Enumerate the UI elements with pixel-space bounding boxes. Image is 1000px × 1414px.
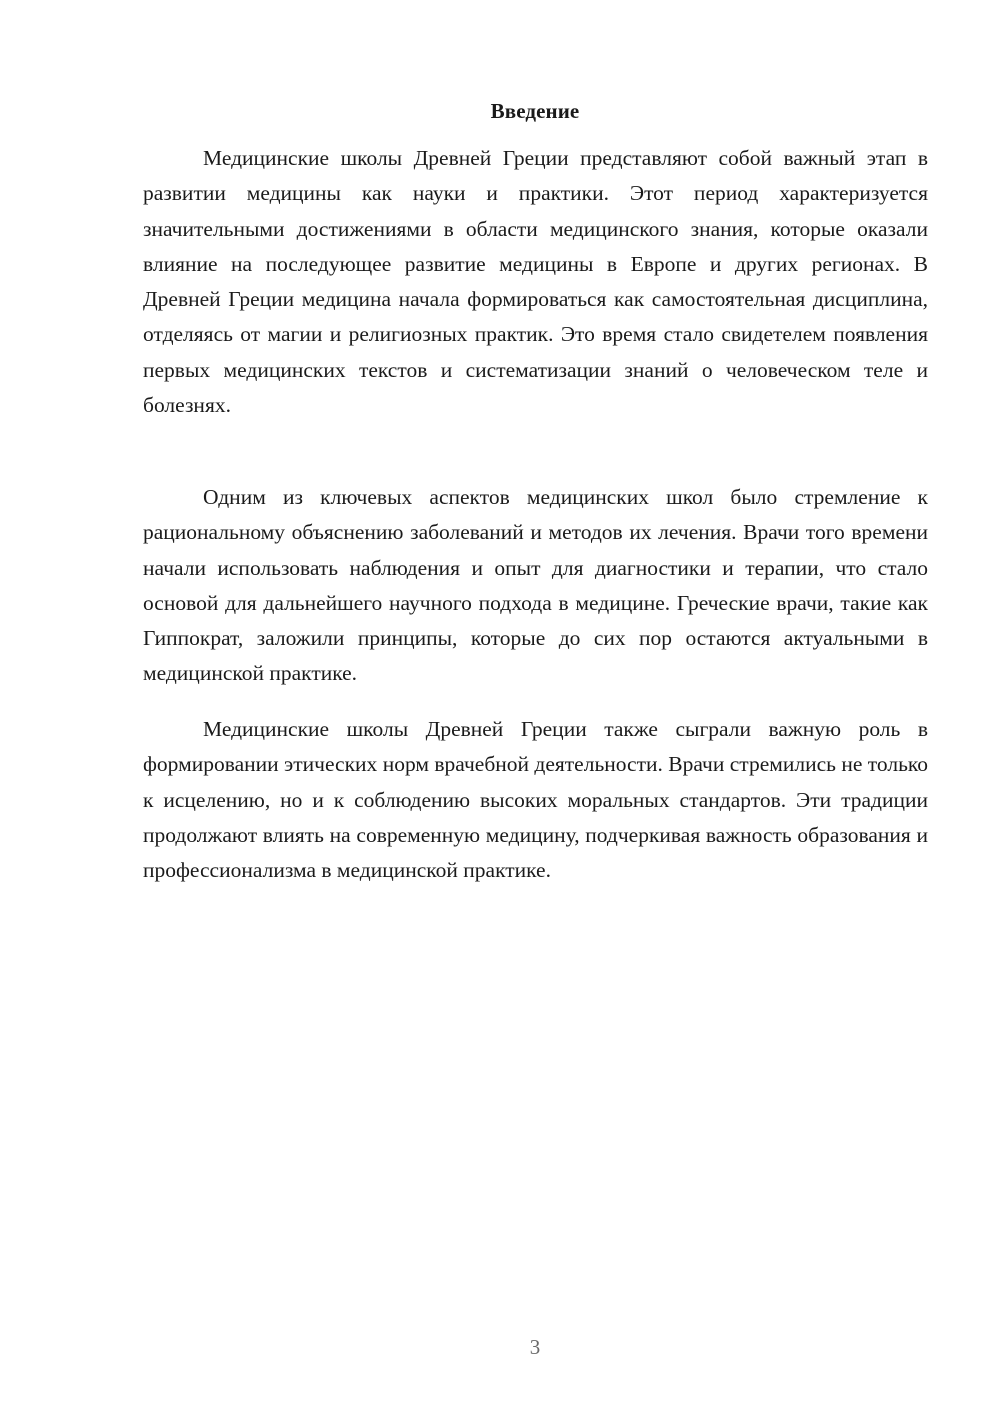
- paragraph-3-container: [143, 712, 928, 888]
- paragraph-2: Одним из ключевых аспектов медицинских школ было стремление к рациональному объяснению заболеваний и методов их лечения. Врачи того времени начали использовать наблюдения и опыт для диагностики и терапии, что стало основой для дальнейшего научного подхода в медицине. Греческие врачи, такие как Гиппократ, заложили принципы, которые до сих пор остаются актуальными в медицинской практике.: [143, 485, 928, 686]
- section-heading: Введение: [490, 99, 580, 123]
- paragraph-2-container: [143, 480, 928, 692]
- page-number: 3: [529, 1335, 541, 1359]
- paragraph-1-container: [143, 141, 928, 423]
- paragraph-3: Медицинские школы Древней Греции также сыграли важную роль в формировании этических норм врачебной деятельности. Врачи стремились не только к исцелению, но и к соблюдению высоких моральных стандартов. Эти традиции продолжают влиять на современную медицину, подчеркивая важность образования и профессионализма в медицинской практике.: [143, 717, 928, 883]
- paragraph-1: Медицинские школы Древней Греции представляют собой важный этап в развитии медицины как науки и практики. Этот период характеризуется значительными достижениями в области медицинского знания, которые оказали влияние на последующее развитие медицины в Европе и других регионах. В Древней Греции медицина начала формироваться как самостоятельная дисциплина, отделяясь от магии и религиозных практик. Это время стало свидетелем появления первых медицинских текстов и систематизации знаний о человеческом теле и болезнях.: [143, 146, 928, 418]
